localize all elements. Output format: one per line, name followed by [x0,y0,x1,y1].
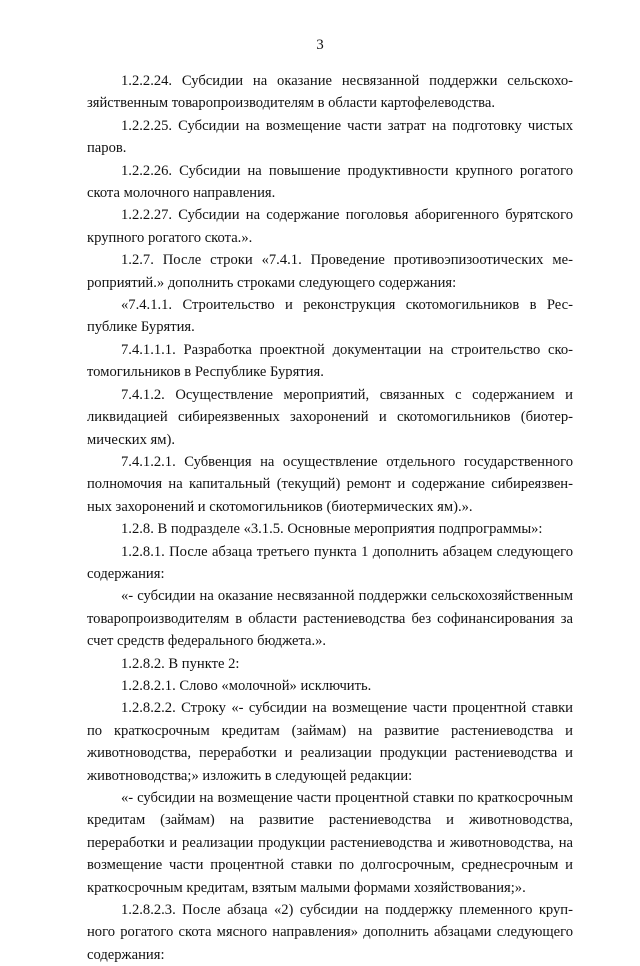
paragraph: «- субсидии на оказание несвязанной поддержки сельскохозяйственным товаропроизводителям в области растениеводства без софинансирования за счет средств федерального бюджета.». [87,588,573,650]
paragraph: 1.2.2.24. Субсидии на оказание несвязанной поддержки сельскохозяйственным товаропроизводителям в области картофелеводства. [87,73,573,112]
paragraph: 1.2.7. После строки «7.4.1. Проведение противоэпизоотических мероприятий.» дополнить строками следующего содержания: [87,252,573,291]
paragraph: «7.4.1.1. Строительство и реконструкция скотомогильников в Республике Бурятия. [87,297,573,336]
paragraph: 7.4.1.2. Осуществление мероприятий, связанных с содержанием и ликвидацией сибиреязвенных захоронений и скотомогильников (биотермических ям). [87,386,573,448]
paragraph: 1.2.2.27. Субсидии на содержание поголовья аборигенного бурятского крупного рогатого скота.». [87,207,573,246]
paragraph: 7.4.1.1.1. Разработка проектной документации на строительство скотомогильников в Республике Бурятия. [87,341,573,381]
paragraph: «- субсидии на возмещение части процентной ставки по краткосрочным кредитам (займам) на развитие растениеводства и животноводства, переработки и реализации продукции растениеводства и животноводства, на возмещение части процентной ставки по долгосрочным, среднесрочным и краткосрочным кредитам, взятым малыми формами хозяйствования;». [87,790,573,896]
paragraph: 1.2.8.2.1. Слово «молочной» исключить. [121,677,372,694]
paragraph: 1.2.8.2.3. После абзаца «2) субсидии на поддержку племенного крупного рогатого скота мясного направления» дополнить абзацами следующего содержания: [87,902,573,963]
page-number: 3 [316,37,324,53]
paragraph: 1.2.8.2. В пункте 2: [121,655,240,672]
paragraph: 1.2.8.2.2. Строку «- субсидии на возмещение части процентной ставки по краткосрочным кредитам (займам) на развитие растениеводства и животноводства, переработки и реализации продукции растениеводства и животноводства;» изложить в следующей редакции: [87,700,573,784]
paragraph: 1.2.8. В подразделе «3.1.5. Основные мероприятия подпрограммы»: [121,521,543,538]
paragraph: 1.2.2.26. Субсидии на повышение продуктивности крупного рогатого скота молочного направления. [87,162,573,202]
paragraph: 1.2.2.25. Субсидии на возмещение части затрат на подготовку чистых паров. [87,117,573,157]
paragraph: 7.4.1.2.1. Субвенция на осуществление отдельного государственного полномочия на капитальный (текущий) ремонт и содержание сибиреязвенных захоронений и скотомогильников (биотермических ям).». [87,453,573,515]
document-body [87,70,573,966]
paragraph: 1.2.8.1. После абзаца третьего пункта 1 дополнить абзацем следующего содержания: [87,543,573,582]
